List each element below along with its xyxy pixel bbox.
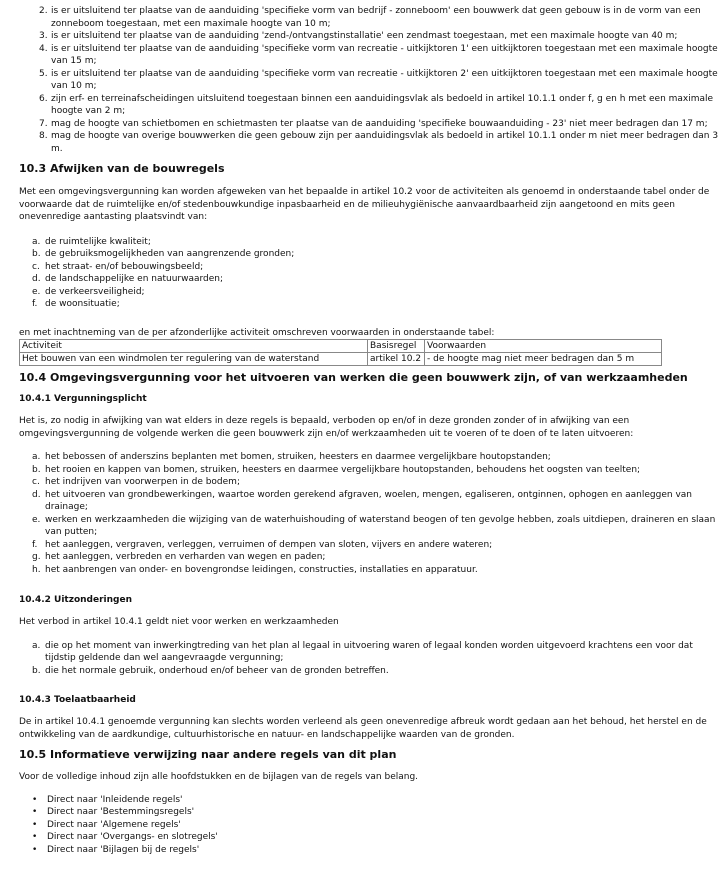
list-marker: b. xyxy=(32,249,41,259)
list-item xyxy=(39,93,719,118)
bullet-icon: • xyxy=(32,819,38,830)
subsection-heading-10-4-3: 10.4.3 Toelaatbaarheid xyxy=(19,695,136,705)
chapter-link[interactable] xyxy=(32,794,719,807)
table-row xyxy=(20,353,662,366)
list-marker: b. xyxy=(32,464,41,475)
list-marker: g. xyxy=(32,552,41,562)
list-text: is er uitsluitend ter plaatse van de aanduiding 'specifieke vorm van recreatie - uitkijktoren 2' een uitkijktoren toegestaan met een maximale hoogte van 10 m; xyxy=(51,68,718,91)
list-marker: e. xyxy=(32,286,41,297)
section-heading-10-3: 10.3 Afwijken van de bouwregels xyxy=(19,162,225,175)
criteria-list xyxy=(19,236,719,311)
list-item xyxy=(32,551,719,564)
subsection-heading-10-4-2: 10.4.2 Uitzonderingen xyxy=(19,595,132,605)
list-text: de woonsituatie; xyxy=(45,299,120,309)
list-text: de verkeersveiligheid; xyxy=(45,286,145,297)
link-text[interactable]: Direct naar 'Bijlagen bij de regels' xyxy=(47,844,200,855)
bullet-icon: • xyxy=(32,844,38,855)
list-marker: f. xyxy=(32,539,38,550)
list-marker: d. xyxy=(32,489,41,500)
subsection-intro: Het verbod in artikel 10.4.1 geldt niet voor werken en werkzaamheden xyxy=(19,617,339,627)
chapter-link[interactable] xyxy=(32,831,719,844)
table-cell: artikel 10.2 xyxy=(368,353,425,366)
chapter-link[interactable] xyxy=(32,844,719,857)
link-text[interactable]: Direct naar 'Bestemmingsregels' xyxy=(47,807,195,817)
list-text: het aanleggen, vergraven, verleggen, verruimen of dempen van sloten, vijvers en andere wateren; xyxy=(45,539,493,550)
list-item xyxy=(39,130,719,155)
list-text: de gebruiksmogelijkheden van aangrenzende gronden; xyxy=(45,249,295,259)
list-text: het uitvoeren van grondbewerkingen, waartoe worden gerekend afgraven, woelen, mengen, egaliseren, ontginnen, ophogen en aanleggen van drainage; xyxy=(45,489,692,512)
bullet-icon: • xyxy=(32,807,38,817)
list-text: het aanbrengen van onder- en bovengrondse leidingen, constructies, installaties en apparatuur. xyxy=(45,564,478,575)
link-text[interactable]: Direct naar 'Inleidende regels' xyxy=(47,794,183,805)
list-text: het aanleggen, verbreden en verharden van wegen en paden; xyxy=(45,552,326,562)
list-text: het rooien en kappen van bomen, struiken, heesters en daarmee vergelijkbare houtopstanden, behoudens het oogsten van teelten; xyxy=(45,464,641,475)
list-item xyxy=(32,665,719,678)
table-header-cell: Voorwaarden xyxy=(425,340,662,353)
list-text: is er uitsluitend ter plaatse van de aanduiding 'zend-/ontvangstinstallatie' een zendmast toegestaan, met een maximale hoogte van 40 m; xyxy=(51,31,678,41)
list-item xyxy=(32,273,719,286)
subsection-text: De in artikel 10.4.1 genoemde vergunning kan slechts worden verleend als geen onevenredige afbreuk wordt gedaan aan het behoud, het herstel en de ontwikkeling van de aardkundige, cultuurhistorische en natuur- en landschappelijke waarden van de gronden. xyxy=(19,717,707,740)
list-text: het straat- en/of bebouwingsbeeld; xyxy=(45,261,204,272)
list-marker: c. xyxy=(32,261,40,272)
top-numbered-list xyxy=(19,5,719,155)
subsection-intro: Het is, zo nodig in afwijking van wat elders in deze regels is bepaald, verboden op en/of in deze gronden zonder of in afwijking van een omgevingsvergunning de volgende werken die geen bouwwerk zijn en/of werkzaamheden uit te voeren of te doen of te laten uitvoeren: xyxy=(19,416,634,439)
list-marker: b. xyxy=(32,665,41,676)
link-text[interactable]: Direct naar 'Overgangs- en slotregels' xyxy=(47,832,218,842)
list-text: mag de hoogte van overige bouwwerken die geen gebouw zijn per aanduidingsvlak als bedoeld in artikel 10.1.1 onder m niet meer bedragen dan 3 m. xyxy=(51,131,719,154)
list-marker: 2. xyxy=(39,6,48,16)
table-cell: - de hoogte mag niet meer bedragen dan 5 m xyxy=(425,353,662,366)
section-heading-10-4: 10.4 Omgevingsvergunning voor het uitvoeren van werken die geen bouwwerk zijn, of van werkzaamheden xyxy=(19,371,688,384)
list-text: zijn erf- en terreinafscheidingen uitsluitend toegestaan binnen een aanduidingsvlak als bedoeld in artikel 10.1.1 onder f, g en h met een maximale hoogte van 2 m; xyxy=(51,93,714,116)
list-item xyxy=(32,476,719,489)
table-intro: en met inachtneming van de per afzonderlijke activiteit omschreven voorwaarden in onderstaande tabel: xyxy=(19,327,495,338)
list-marker: f. xyxy=(32,299,38,309)
list-item xyxy=(32,640,719,665)
list-marker: 5. xyxy=(39,68,48,79)
list-text: de landschappelijke en natuurwaarden; xyxy=(45,274,224,284)
list-marker: 6. xyxy=(39,93,48,104)
list-text: is er uitsluitend ter plaatse van de aanduiding 'specifieke vorm van recreatie - uitkijktoren 1' een uitkijktoren toegestaan met een maximale hoogte van 15 m; xyxy=(51,43,718,66)
list-marker: c. xyxy=(32,477,40,487)
section-heading-10-5: 10.5 Informatieve verwijzing naar andere regels van dit plan xyxy=(19,748,397,761)
list-item xyxy=(32,564,719,577)
link-text[interactable]: Direct naar 'Algemene regels' xyxy=(47,819,181,830)
list-marker: a. xyxy=(32,640,41,651)
list-item xyxy=(32,286,719,299)
list-item xyxy=(32,261,719,274)
list-text: is er uitsluitend ter plaatse van de aanduiding 'specifieke vorm van bedrijf - zonneboom' een bouwwerk dat geen gebouw is in de vorm van een zonneboom toegestaan, met een maximale hoogte van 10 m; xyxy=(51,6,701,29)
chapter-links-list xyxy=(19,794,719,857)
table-header-row xyxy=(20,340,662,353)
list-item xyxy=(39,118,719,131)
list-item xyxy=(39,43,719,68)
list-text: mag de hoogte van schietbomen en schietmasten ter plaatse van de aanduiding 'specifieke bouwaanduiding - 23' niet meer bedragen dan 17 m; xyxy=(51,118,708,129)
bullet-icon: • xyxy=(32,832,38,842)
list-item xyxy=(39,5,719,30)
exceptions-list xyxy=(19,640,719,678)
section-intro: Voor de volledige inhoud zijn alle hoofdstukken en de bijlagen van de regels van belang. xyxy=(19,772,419,782)
chapter-link[interactable] xyxy=(32,819,719,832)
list-item xyxy=(32,514,719,539)
list-item xyxy=(32,489,719,514)
subsection-heading-10-4-1: 10.4.1 Vergunningsplicht xyxy=(19,394,147,404)
list-item xyxy=(32,236,719,249)
list-item xyxy=(39,68,719,93)
table-header-cell: Basisregel xyxy=(368,340,425,353)
list-marker: h. xyxy=(32,564,41,575)
bullet-icon: • xyxy=(32,794,38,805)
table-cell: Het bouwen van een windmolen ter regulering van de waterstand xyxy=(20,353,368,366)
list-item xyxy=(32,464,719,477)
section-intro: Met een omgevingsvergunning kan worden afgeweken van het bepaalde in artikel 10.2 voor de activiteiten als genoemd in onderstaande tabel onder de voorwaarde dat de ruimtelijke en/of stedenbouwkundige inpasbaarheid en de milieuhygiënische aanvaardbaarheid zijn aangetoond en mits geen onevenredige aantasting plaatsvindt van: xyxy=(19,187,710,222)
permit-works-list xyxy=(19,451,719,576)
list-item xyxy=(32,248,719,261)
list-item xyxy=(39,30,719,43)
list-text: die het normale gebruik, onderhoud en/of beheer van de gronden betreffen. xyxy=(45,665,389,676)
activity-table xyxy=(19,339,662,366)
list-marker: 8. xyxy=(39,131,48,141)
list-marker: e. xyxy=(32,514,41,525)
list-item xyxy=(32,451,719,464)
list-marker: 3. xyxy=(39,31,48,41)
list-text: werken en werkzaamheden die wijziging van de waterhuishouding of waterstand beogen of ten gevolge hebben, zoals uitdiepen, draineren en slaan van putten; xyxy=(45,514,716,537)
list-marker: a. xyxy=(32,236,41,247)
list-marker: a. xyxy=(32,452,41,462)
list-text: het bebossen of anderszins beplanten met bomen, struiken, heesters en daarmee vergelijkbare houtopstanden; xyxy=(45,452,551,462)
list-item xyxy=(32,298,719,311)
list-text: het indrijven van voorwerpen in de bodem; xyxy=(45,477,240,487)
chapter-link[interactable] xyxy=(32,806,719,819)
table-header-cell: Activiteit xyxy=(20,340,368,353)
list-marker: 4. xyxy=(39,43,48,54)
list-marker: d. xyxy=(32,274,41,284)
list-item xyxy=(32,539,719,552)
list-text: die op het moment van inwerkingtreding van het plan al legaal in uitvoering waren of legaal konden worden uitgevoerd krachtens een voor dat tijdstip geldende dan wel aangevraagde vergunning; xyxy=(45,640,693,663)
list-marker: 7. xyxy=(39,118,48,129)
list-text: de ruimtelijke kwaliteit; xyxy=(45,236,151,247)
